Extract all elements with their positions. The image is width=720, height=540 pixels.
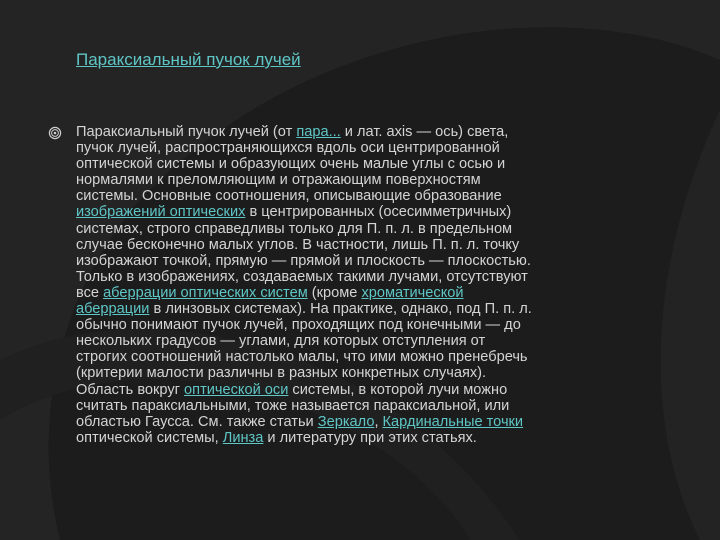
body-text-segment: пучок лучей, распространяющихся вдоль оси центрированной [76, 140, 500, 157]
body-text-segment: системы. Основные соотношения, описывающие образование [76, 188, 502, 205]
article-link[interactable]: Линза [222, 429, 264, 446]
body-text-segment: считать параксиальными, тоже называется параксиальной, или [76, 397, 510, 414]
body-text-segment: обычно понимают пучок лучей, проходящих под конечными — до [76, 317, 521, 334]
circle-bullet-icon [48, 126, 62, 140]
article-link[interactable]: оптической оси [184, 381, 289, 398]
body-line [76, 140, 616, 156]
body-line [76, 269, 616, 285]
article-link[interactable]: аберрации оптических систем [103, 284, 308, 301]
body-text-segment: и литературу при этих статьях. [263, 429, 477, 446]
body-line [76, 172, 616, 188]
article-link[interactable]: Кардинальные точки [382, 413, 524, 430]
body-text-segment: в линзовых системах). На практике, однако, под П. п. л. [149, 301, 532, 318]
article-link[interactable]: аберрации [76, 301, 150, 318]
body-line [76, 188, 616, 204]
article-link[interactable]: хроматической [361, 284, 464, 301]
body-text-segment: , [374, 413, 383, 430]
article-body [76, 124, 616, 446]
body-text-segment: нескольких градусов — углами, для которых отступления от [76, 333, 486, 350]
body-text-segment: (критерии малости различны в разных конкретных случаях). [76, 365, 487, 382]
body-line [76, 301, 616, 317]
body-line [76, 285, 616, 301]
body-line [76, 349, 616, 365]
body-text-segment: областью Гаусса. См. также статьи [76, 413, 318, 430]
body-line [76, 221, 616, 237]
body-text-segment: Только в изображениях, создаваемых такими лучами, отсутствуют [76, 268, 528, 285]
body-line [76, 156, 616, 172]
article-link[interactable]: изображений оптических [76, 204, 246, 221]
body-text-segment: системах, строго справедливы только для П. п. л. в предельном [76, 220, 513, 237]
body-line [76, 398, 616, 414]
body-text-segment: изображают точкой, прямую — прямой и плоскость — плоскостью. [76, 252, 531, 269]
body-text-segment: нормалями к преломляющим и отражающим поверхностям [76, 172, 481, 189]
slide-title: Параксиальный пучок лучей [76, 50, 301, 69]
body-line [76, 253, 616, 269]
body-line [76, 124, 616, 140]
body-text-segment: (кроме [307, 284, 362, 301]
body-text-segment: строгих соотношений настолько малы, что ими можно пренебречь [76, 349, 528, 366]
body-text-segment: случае бесконечно малых углов. В частности, лишь П. п. л. точку [76, 236, 520, 253]
background-arc-right [661, 110, 720, 540]
body-text-segment: системы, в которой лучи можно [288, 381, 508, 398]
body-line [76, 317, 616, 333]
article-link[interactable]: Зеркало [317, 413, 375, 430]
body-text-segment: Параксиальный пучок лучей (от [76, 124, 297, 140]
body-line [76, 204, 616, 220]
body-line [76, 382, 616, 398]
article-link[interactable]: пара... [296, 124, 341, 140]
body-line [76, 430, 616, 446]
body-text-segment: в центрированных (осесимметричных) [245, 204, 512, 221]
body-line [76, 237, 616, 253]
body-line [76, 365, 616, 381]
body-text-segment: оптической системы и образующих очень малые углы с осью и [76, 156, 506, 173]
body-line [76, 333, 616, 349]
body-text-segment: Область вокруг [76, 381, 185, 398]
body-text-segment: все [76, 284, 104, 301]
body-text-segment: оптической системы, [76, 429, 223, 446]
body-line [76, 414, 616, 430]
body-text-segment: и лат. axis — ось) света, [340, 124, 509, 140]
